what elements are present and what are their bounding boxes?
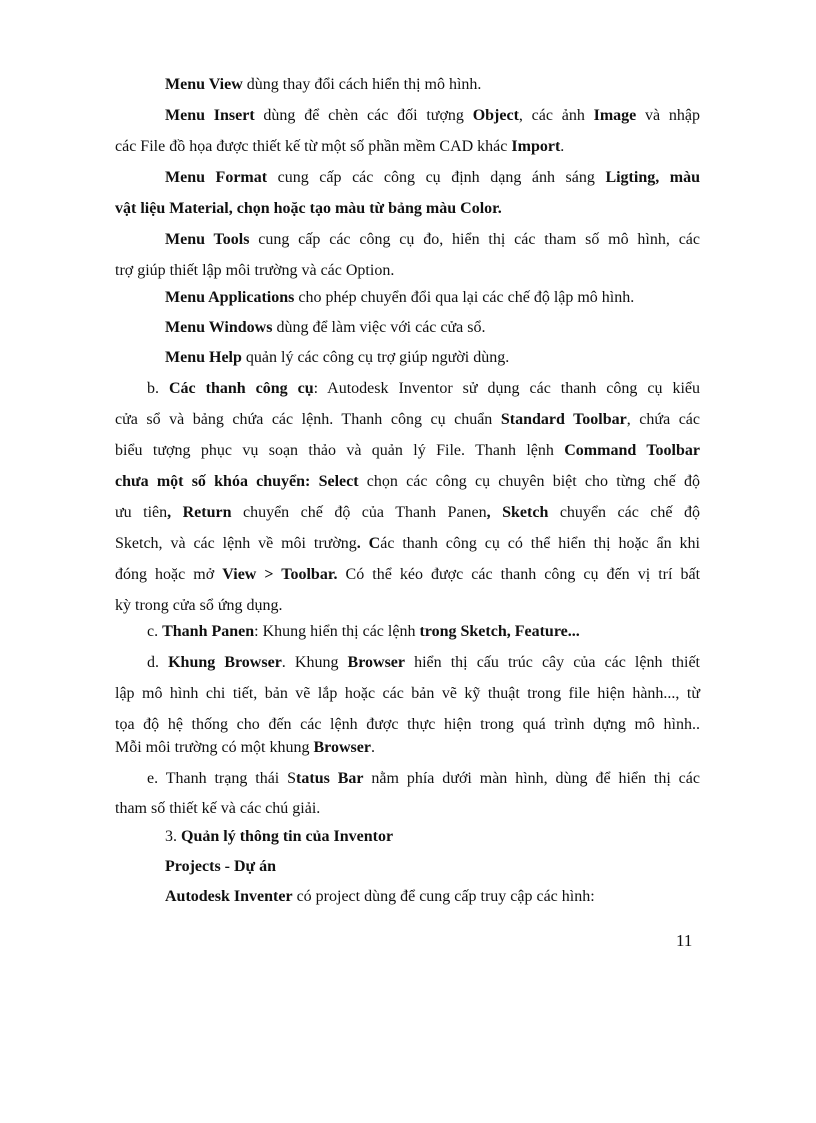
para-toolbars-line3: biểu tượng phục vụ soạn thảo và quản lý File. Thanh lệnh Command Toolbar (115, 442, 700, 459)
page-number: 11 (676, 931, 693, 950)
para-toolbars-line8: kỳ trong cửa sổ ứng dụng. (115, 597, 283, 614)
para-toolbars-line2: cửa sổ và bảng chứa các lệnh. Thanh công cụ chuẩn Standard Toolbar, chứa các (115, 411, 701, 428)
para-menu-help: Menu Help quản lý các công cụ trợ giúp người dùng. (165, 349, 510, 366)
para-toolbars-line7: đóng hoặc mở View > Toolbar. Có thể kéo được các thanh công cụ đến vị trí bất (115, 566, 701, 583)
para-toolbars: b. Các thanh công cụ: Autodesk Inventor sử dụng các thanh công cụ kiểu (147, 380, 701, 397)
para-browser-line2: lập mô hình chi tiết, bản vẽ lắp hoặc các bản vẽ kỹ thuật trong file hiện hành..., từ (115, 685, 700, 702)
para-menu-insert-cont: các File đồ họa được thiết kế từ một số phần mềm CAD khác Import. (115, 138, 565, 155)
para-statusbar: e. Thanh trạng thái Status Bar nằm phía dưới màn hình, dùng để hiển thị các (147, 770, 700, 787)
para-menu-format: Menu Format cung cấp các công cụ định dạng ánh sáng Ligting, màu (165, 169, 701, 186)
para-toolbars-line5: ưu tiên, Return chuyển chế độ của Thanh Panen, Sketch chuyển các chế độ (115, 504, 700, 521)
para-panen: c. Thanh Panen: Khung hiển thị các lệnh trong Sketch, Feature... (147, 623, 580, 640)
para-menu-view: Menu View dùng thay đổi cách hiển thị mô hình. (165, 76, 482, 93)
section-heading-3: 3. Quản lý thông tin của Inventor (165, 828, 394, 845)
para-inventer: Autodesk Inventer có project dùng để cung cấp truy cập các hình: (165, 888, 595, 905)
para-menu-tools-cont: trợ giúp thiết lập môi trường và các Option. (115, 262, 395, 279)
projects-heading: Projects - Dự án (165, 858, 277, 875)
para-menu-format-cont: vật liệu Material, chọn hoặc tạo màu từ bảng màu Color. (115, 200, 502, 217)
para-menu-applications: Menu Applications cho phép chuyển đổi qua lại các chế độ lập mô hình. (165, 289, 635, 306)
para-statusbar-line2: tham số thiết kế và các chú giải. (115, 800, 321, 817)
para-menu-windows: Menu Windows dùng để làm việc với các cửa sổ. (165, 319, 486, 336)
para-toolbars-line4: chưa một số khóa chuyển: Select chọn các công cụ chuyên biệt cho từng chế độ (115, 473, 700, 490)
para-browser-line4: Mỗi môi trường có một khung Browser. (115, 739, 375, 756)
para-toolbars-line6: Sketch, và các lệnh về môi trường. Các thanh công cụ có thể hiển thị hoặc ẩn khi (115, 535, 700, 552)
para-menu-tools: Menu Tools cung cấp các công cụ đo, hiển thị các tham số mô hình, các (165, 231, 700, 248)
para-menu-insert: Menu Insert dùng để chèn các đối tượng Object, các ảnh Image và nhập (165, 107, 701, 124)
para-browser: d. Khung Browser. Khung Browser hiển thị cấu trúc cây của các lệnh thiết (147, 654, 701, 671)
para-browser-line3: tọa độ hệ thống cho đến các lệnh được thực hiện trong quá trình dựng mô hình.. (115, 716, 700, 733)
